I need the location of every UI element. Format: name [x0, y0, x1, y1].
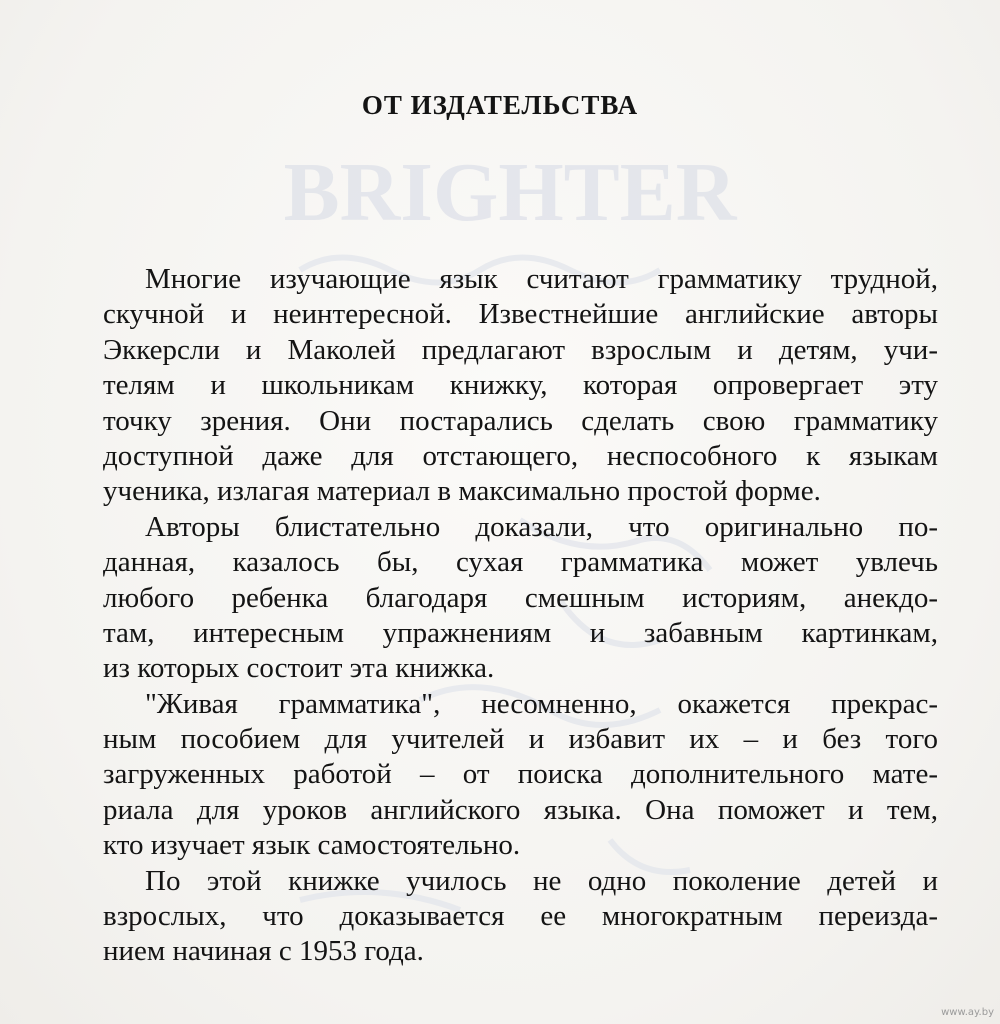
- text-line: телям и школьникам книжку, которая опровергает эту: [103, 369, 938, 402]
- text-line: из которых состоит эта книжка.: [103, 652, 495, 685]
- text-line: Эккерсли и Маколей предлагают взрослым и детям, учи-: [103, 333, 938, 366]
- text-line: данная, казалось бы, сухая грамматика может увлечь: [103, 546, 938, 579]
- text-line: риала для уроков английского языка. Она поможет и тем,: [103, 793, 938, 826]
- text-line: любого ребенка благодаря смешным историям, анекдо-: [103, 581, 938, 614]
- text-line: нием начиная с 1953 года.: [103, 935, 424, 968]
- bleed-through-word: BRIGHTER: [283, 146, 737, 239]
- paragraph: [103, 864, 938, 970]
- text-line: ным пособием для учителей и избавит их – и без того: [103, 723, 938, 756]
- text-line: точку зрения. Они постарались сделать свою грамматику: [103, 404, 938, 437]
- source-watermark: www.ay.by: [941, 1007, 994, 1018]
- page-title: ОТ ИЗДАТЕЛЬСТВА: [361, 90, 639, 120]
- text-line: ученика, излагая материал в максимально простой форме.: [103, 475, 821, 508]
- text-line: взрослых, что доказывается ее многократным переизда-: [103, 900, 938, 933]
- paragraph: [103, 262, 938, 510]
- text-line: кто изучает язык самостоятельно.: [103, 829, 521, 862]
- text-line: там, интересным упражнениям и забавным картинкам,: [103, 616, 938, 649]
- text-line: загруженных работой – от поиска дополнительного мате-: [103, 758, 938, 791]
- text-line: доступной даже для отстающего, неспособного к языкам: [103, 439, 938, 472]
- text-line: скучной и неинтересной. Известнейшие английские авторы: [103, 298, 938, 331]
- text-line: Многие изучающие язык считают грамматику трудной,: [145, 263, 938, 295]
- body-text: [103, 262, 938, 970]
- text-line: Авторы блистательно доказали, что оригинально по-: [145, 510, 938, 543]
- paragraph: [103, 510, 938, 687]
- text-line: По этой книжке училось не одно поколение детей и: [145, 864, 938, 897]
- text-line: "Живая грамматика", несомненно, окажется прекрас-: [145, 687, 938, 720]
- paragraph: [103, 687, 938, 864]
